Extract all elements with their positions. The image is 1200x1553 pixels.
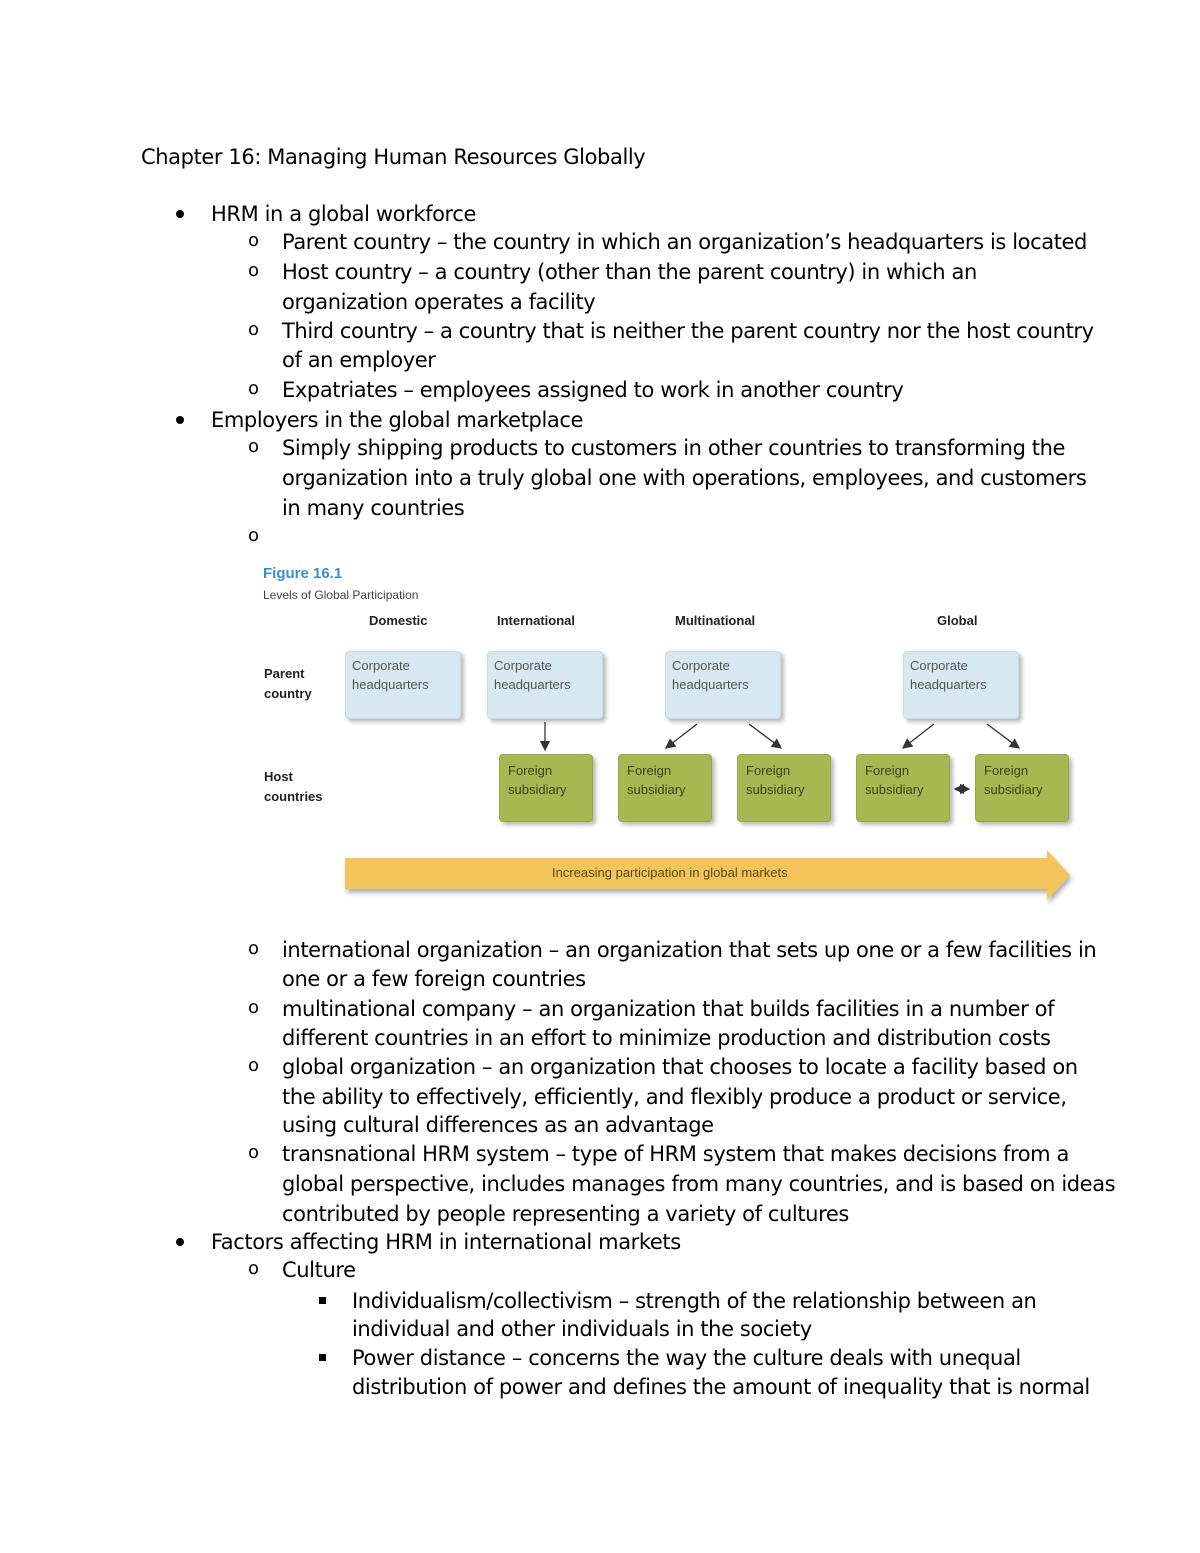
list-item-line: Individualism/collectivism – strength of the relationship between an xyxy=(352,1289,1037,1313)
circle-marker: o xyxy=(248,1142,260,1163)
list-item-line: Parent country – the country in which an organization’s headquarters is located xyxy=(282,230,1087,254)
list-item-line: contributed by people representing a variety of cultures xyxy=(282,1202,849,1226)
corporate-headquarters-box xyxy=(903,651,1019,719)
figure-subtitle: Levels of Global Participation xyxy=(263,588,419,602)
subsidiary-label-line: subsidiary xyxy=(746,782,805,797)
bullet xyxy=(176,1238,184,1246)
subsidiary-label-line: Foreign xyxy=(627,763,672,778)
list-item-line: Power distance – concerns the way the culture deals with unequal xyxy=(352,1346,1021,1370)
list-item-line: of an employer xyxy=(282,348,436,372)
list-item-line: organization operates a facility xyxy=(282,290,596,314)
circle-marker: o xyxy=(248,997,260,1018)
row-header-line: Host xyxy=(264,769,293,784)
foreign-subsidiary-box xyxy=(856,754,950,822)
list-item-line: different countries in an effort to minimize production and distribution costs xyxy=(282,1026,1051,1050)
section-heading: Employers in the global marketplace xyxy=(211,408,584,432)
square-bullet xyxy=(319,1297,326,1304)
subsidiary-label-line: subsidiary xyxy=(865,782,924,797)
connector-arrow xyxy=(987,724,1019,748)
list-item-line: using cultural differences as an advantage xyxy=(282,1113,714,1137)
bullet xyxy=(176,416,184,424)
hq-label-line: Corporate xyxy=(910,658,968,673)
list-item-line: international organization – an organization that sets up one or a few facilities in xyxy=(282,938,1097,962)
section-heading: HRM in a global workforce xyxy=(211,202,476,226)
list-item-line: organization into a truly global one with operations, employees, and customers xyxy=(282,466,1087,490)
list-item-line: distribution of power and defines the amount of inequality that is normal xyxy=(352,1375,1090,1399)
bullet xyxy=(176,210,184,218)
hq-label-line: Corporate xyxy=(672,658,730,673)
corporate-headquarters-box xyxy=(345,651,461,719)
figure-connectors xyxy=(255,558,1085,913)
foreign-subsidiary-box xyxy=(499,754,593,822)
circle-marker: o xyxy=(248,378,260,399)
row-header-host-countries xyxy=(264,767,323,807)
row-header-line: country xyxy=(264,686,312,701)
column-header-multinational: Multinational xyxy=(675,613,756,628)
list-item-line: multinational company – an organization that builds facilities in a number of xyxy=(282,997,1055,1021)
foreign-subsidiary-box xyxy=(975,754,1069,822)
list-item-line: Host country – a country (other than the parent country) in which an xyxy=(282,260,977,284)
row-header-line: countries xyxy=(264,789,323,804)
circle-marker: o xyxy=(248,525,260,546)
hq-label-line: headquarters xyxy=(494,677,571,692)
subsidiary-label-line: Foreign xyxy=(746,763,791,778)
square-bullet xyxy=(319,1354,326,1361)
circle-marker: o xyxy=(248,436,260,457)
hq-label-line: Corporate xyxy=(352,658,410,673)
figure-title: Figure 16.1 xyxy=(263,565,343,582)
list-item-line: Third country – a country that is neither the parent country nor the host country xyxy=(282,319,1094,343)
page-title: Chapter 16: Managing Human Resources Globally xyxy=(141,145,646,169)
list-item-line: Expatriates – employees assigned to work in another country xyxy=(282,378,904,402)
connector-arrow xyxy=(666,724,697,748)
circle-marker: o xyxy=(248,1055,260,1076)
column-header-domestic: Domestic xyxy=(369,613,428,628)
subsidiary-label-line: subsidiary xyxy=(508,782,567,797)
list-item-line: Culture xyxy=(282,1258,356,1282)
hq-label-line: headquarters xyxy=(352,677,429,692)
connector-arrow xyxy=(749,724,781,748)
corporate-headquarters-box xyxy=(665,651,781,719)
subsidiary-label-line: subsidiary xyxy=(627,782,686,797)
subsidiary-label-line: Foreign xyxy=(865,763,910,778)
list-item-line: in many countries xyxy=(282,496,465,520)
hq-label-line: Corporate xyxy=(494,658,552,673)
column-header-international: International xyxy=(497,613,576,628)
participation-arrow-label: Increasing participation in global markets xyxy=(552,865,788,880)
figure-levels-of-global-participation xyxy=(255,558,1085,913)
circle-marker: o xyxy=(248,319,260,340)
list-item-line: one or a few foreign countries xyxy=(282,967,586,991)
subsidiary-label-line: Foreign xyxy=(508,763,553,778)
list-item-line: the ability to effectively, efficiently, and flexibly produce a product or service, xyxy=(282,1085,1067,1109)
corporate-headquarters-box xyxy=(487,651,603,719)
hq-label-line: headquarters xyxy=(672,677,749,692)
list-item-line: global perspective, includes manages from many countries, and is based on ideas xyxy=(282,1172,1116,1196)
list-item-line: Simply shipping products to customers in other countries to transforming the xyxy=(282,436,1066,460)
column-header-global: Global xyxy=(937,613,978,628)
foreign-subsidiary-box xyxy=(618,754,712,822)
list-item-line: transnational HRM system – type of HRM system that makes decisions from a xyxy=(282,1142,1069,1166)
circle-marker: o xyxy=(248,1258,260,1279)
subsidiary-label-line: Foreign xyxy=(984,763,1029,778)
connector-arrow xyxy=(903,724,934,748)
circle-marker: o xyxy=(248,230,260,251)
foreign-subsidiary-box xyxy=(737,754,831,822)
list-item-line: global organization – an organization that chooses to locate a facility based on xyxy=(282,1055,1078,1079)
circle-marker: o xyxy=(248,260,260,281)
section-heading: Factors affecting HRM in international markets xyxy=(211,1230,681,1254)
list-item-line: individual and other individuals in the society xyxy=(352,1317,812,1341)
subsidiary-label-line: subsidiary xyxy=(984,782,1043,797)
hq-label-line: headquarters xyxy=(910,677,987,692)
circle-marker: o xyxy=(248,938,260,959)
row-header-parent-country xyxy=(264,664,312,704)
row-header-line: Parent xyxy=(264,666,305,681)
